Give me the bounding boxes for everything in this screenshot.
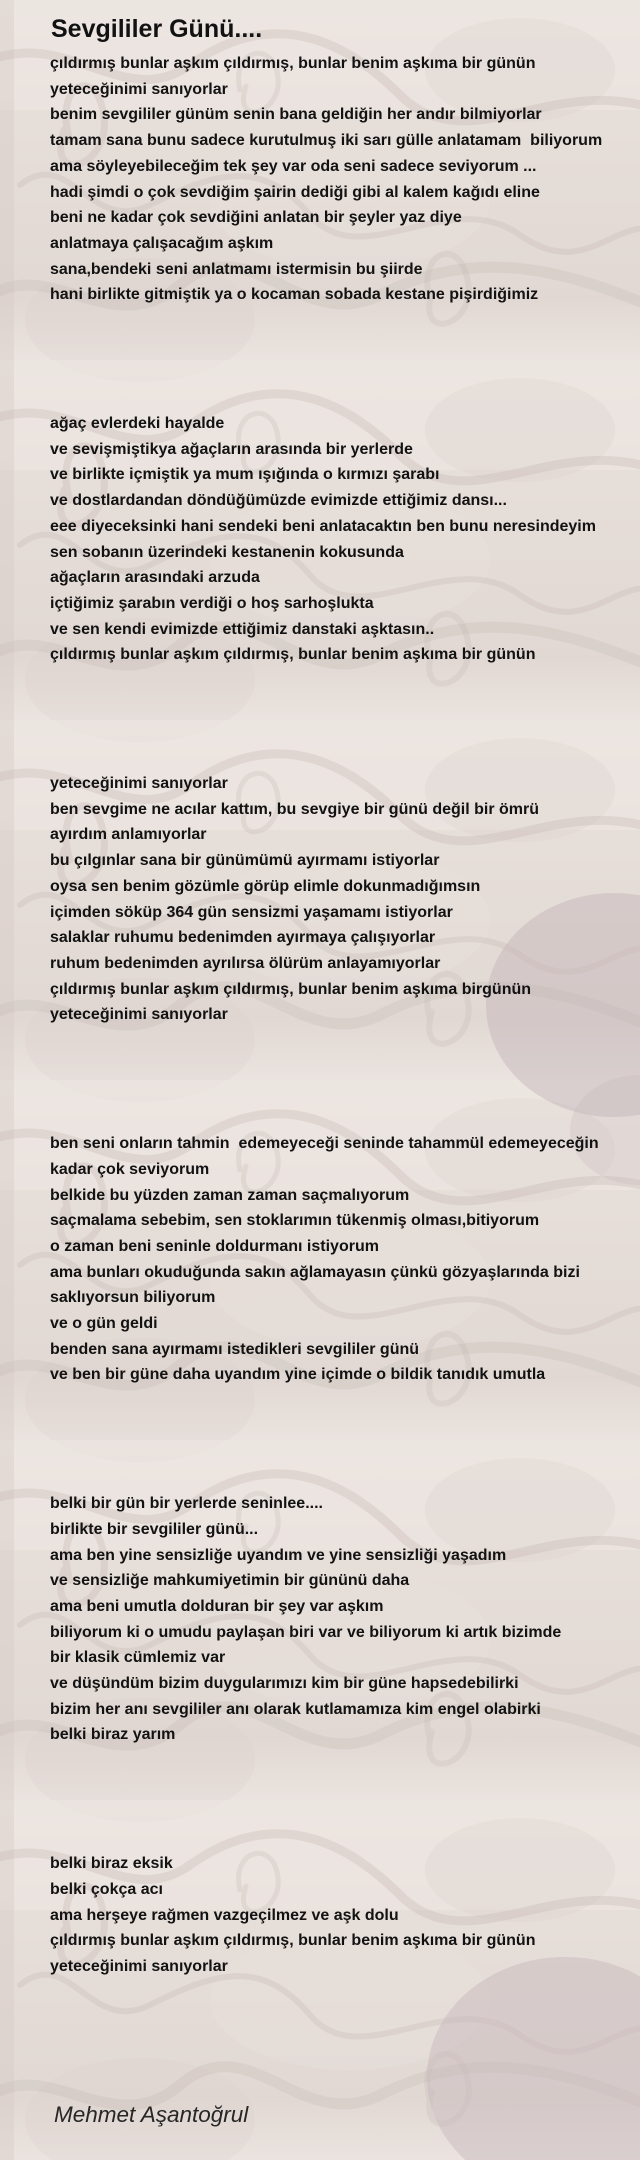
poem-title: Sevgililer Günü.... bbox=[51, 15, 263, 43]
poem-line: oysa sen benim gözümle görüp elimle dokunmadığımsın bbox=[50, 877, 481, 895]
poem-line: salaklar ruhumu bedenimden ayırmaya çalışıyorlar bbox=[50, 929, 436, 947]
poem-line: beni ne kadar çok sevdiğini anlatan bir şeyler yaz diye bbox=[50, 209, 462, 227]
poem-line: benim sevgililer günüm senin bana geldiğin her andır bilmiyorlar bbox=[50, 106, 542, 124]
stanza bbox=[50, 771, 640, 1028]
poem-line: o zaman beni seninle doldurmanı istiyorum bbox=[50, 1237, 379, 1255]
poem-line: belki biraz yarım bbox=[50, 1726, 176, 1744]
poem-line: ama ben yine sensizliğe uyandım ve yine sensizliği yaşadım bbox=[50, 1546, 507, 1564]
poem-line: eee diyeceksinki hani sendeki beni anlatacaktın ben bunu neresindeyim bbox=[50, 517, 596, 535]
poem-line: anlatmaya çalışacağım aşkım bbox=[50, 234, 274, 252]
stanza bbox=[50, 1851, 640, 1980]
poem-line: biliyorum ki o umudu paylaşan biri var ve biliyorum ki artık bizimde bbox=[50, 1623, 562, 1641]
poem-line: ben sevgime ne acılar kattım, bu sevgiye bir günü değil bir ömrü bbox=[50, 800, 540, 818]
poem-line: ama söyleyebileceğim tek şey var oda seni sadece seviyorum ... bbox=[50, 157, 537, 175]
poem-line: bizim her anı sevgililer anı olarak kutlamamıza kim engel olabirki bbox=[50, 1700, 541, 1718]
poem-line: hadi şimdi o çok sevdiğim şairin dediği gibi al kalem kağıdı eline bbox=[50, 183, 540, 201]
poem-line: saçmalama sebebim, sen stoklarımın tükenmiş olması,bitiyorum bbox=[50, 1212, 540, 1230]
poem-line: içtiğimiz şarabın verdiği o hoş sarhoşlukta bbox=[50, 594, 374, 612]
poem-line: ve sevişmiştikya ağaçların arasında bir yerlerde bbox=[50, 440, 413, 458]
poem-line: benden sana ayırmamı istedikleri sevgililer günü bbox=[50, 1340, 420, 1358]
poem-line: sen sobanın üzerindeki kestanenin kokusunda bbox=[50, 543, 404, 561]
poem-line: ve ben bir güne daha uyandım yine içimde o bildik tanıdık umutla bbox=[50, 1366, 546, 1384]
poem-line: ruhum bedenimden ayrılırsa ölürüm anlayamıyorlar bbox=[50, 954, 441, 972]
poem-line: yeteceğinimi sanıyorlar bbox=[50, 775, 228, 793]
poem-line: yeteceğinimi sanıyorlar bbox=[50, 1957, 228, 1975]
poem-line: sana,bendeki seni anlatmamı istermisin bu şiirde bbox=[50, 260, 423, 278]
stanza bbox=[50, 51, 640, 308]
poem-line: ağaçların arasındaki arzuda bbox=[50, 569, 260, 587]
poem-author-signature: Mehmet Aşantoğrul bbox=[54, 2101, 249, 2127]
poem-line: ve o gün geldi bbox=[50, 1315, 158, 1333]
poem-line: ve birlikte içmiştik ya mum ışığında o kırmızı şarabı bbox=[50, 466, 440, 484]
poem-line: hani birlikte gitmiştik ya o kocaman sobada kestane pişirdiğimiz bbox=[50, 286, 539, 304]
poem-line: ve düşündüm bizim duygularımızı kim bir güne hapsedebilirki bbox=[50, 1675, 519, 1693]
poem-line: belki biraz eksik bbox=[50, 1855, 173, 1873]
poem-line: bir klasik cümlemiz var bbox=[50, 1649, 226, 1667]
poem-line: kadar çok seviyorum bbox=[50, 1160, 210, 1178]
poem-body bbox=[50, 51, 640, 1980]
poem-line: çıldırmış bunlar aşkım çıldırmış, bunlar benim aşkıma birgünün bbox=[50, 980, 532, 998]
stanza bbox=[50, 1131, 640, 1388]
poem-line: belki çokça acı bbox=[50, 1880, 163, 1898]
poem-line: çıldırmış bunlar aşkım çıldırmış, bunlar benim aşkıma bir günün bbox=[50, 1932, 536, 1950]
poem-line: yeteceğinimi sanıyorlar bbox=[50, 1006, 228, 1024]
poem-line: tamam sana bunu sadece kurutulmuş iki sarı gülle anlatamam biliyorum bbox=[50, 132, 603, 150]
stanza bbox=[50, 1491, 640, 1748]
poem-line: bu çılgınlar sana bir günümümü ayırmamı istiyorlar bbox=[50, 852, 440, 870]
poem-line: ayırdım anlamıyorlar bbox=[50, 826, 207, 844]
stanza bbox=[50, 411, 640, 668]
poem-line: ve sen kendi evimizde ettiğimiz danstaki aşktasın.. bbox=[50, 620, 435, 638]
poem-line: çıldırmış bunlar aşkım çıldırmış, bunlar benim aşkıma bir günün bbox=[50, 55, 536, 72]
poem-line: ben seni onların tahmin edemeyeceği seninde tahammül edemeyeceğin bbox=[50, 1135, 599, 1153]
poem-line: ama beni umutla dolduran bir şey var aşkım bbox=[50, 1597, 384, 1615]
poem-line: belki bir gün bir yerlerde seninlee.... bbox=[50, 1495, 323, 1513]
poem-line: içimden söküp 364 gün sensizmi yaşamamı istiyorlar bbox=[50, 903, 453, 921]
poem-line: ve sensizliğe mahkumiyetimin bir gününü daha bbox=[50, 1572, 410, 1590]
poem-line: ve dostlardandan döndüğümüzde evimizde ettiğimiz dansı... bbox=[50, 492, 507, 510]
poem-line: saklıyorsun biliyorum bbox=[50, 1289, 216, 1307]
poem-line: ama bunları okuduğunda sakın ağlamayasın çünkü gözyaşlarında bizi bbox=[50, 1263, 580, 1281]
poem-line: çıldırmış bunlar aşkım çıldırmış, bunlar benim aşkıma bir günün bbox=[50, 646, 536, 664]
poem-line: birlikte bir sevgililer günü... bbox=[50, 1520, 259, 1538]
poem-line: yeteceğinimi sanıyorlar bbox=[50, 80, 228, 98]
poem-line: ağaç evlerdeki hayalde bbox=[50, 415, 225, 433]
poem-line: ama herşeye rağmen vazgeçilmez ve aşk dolu bbox=[50, 1906, 399, 1924]
poem-line: belkide bu yüzden zaman zaman saçmalıyorum bbox=[50, 1186, 410, 1204]
